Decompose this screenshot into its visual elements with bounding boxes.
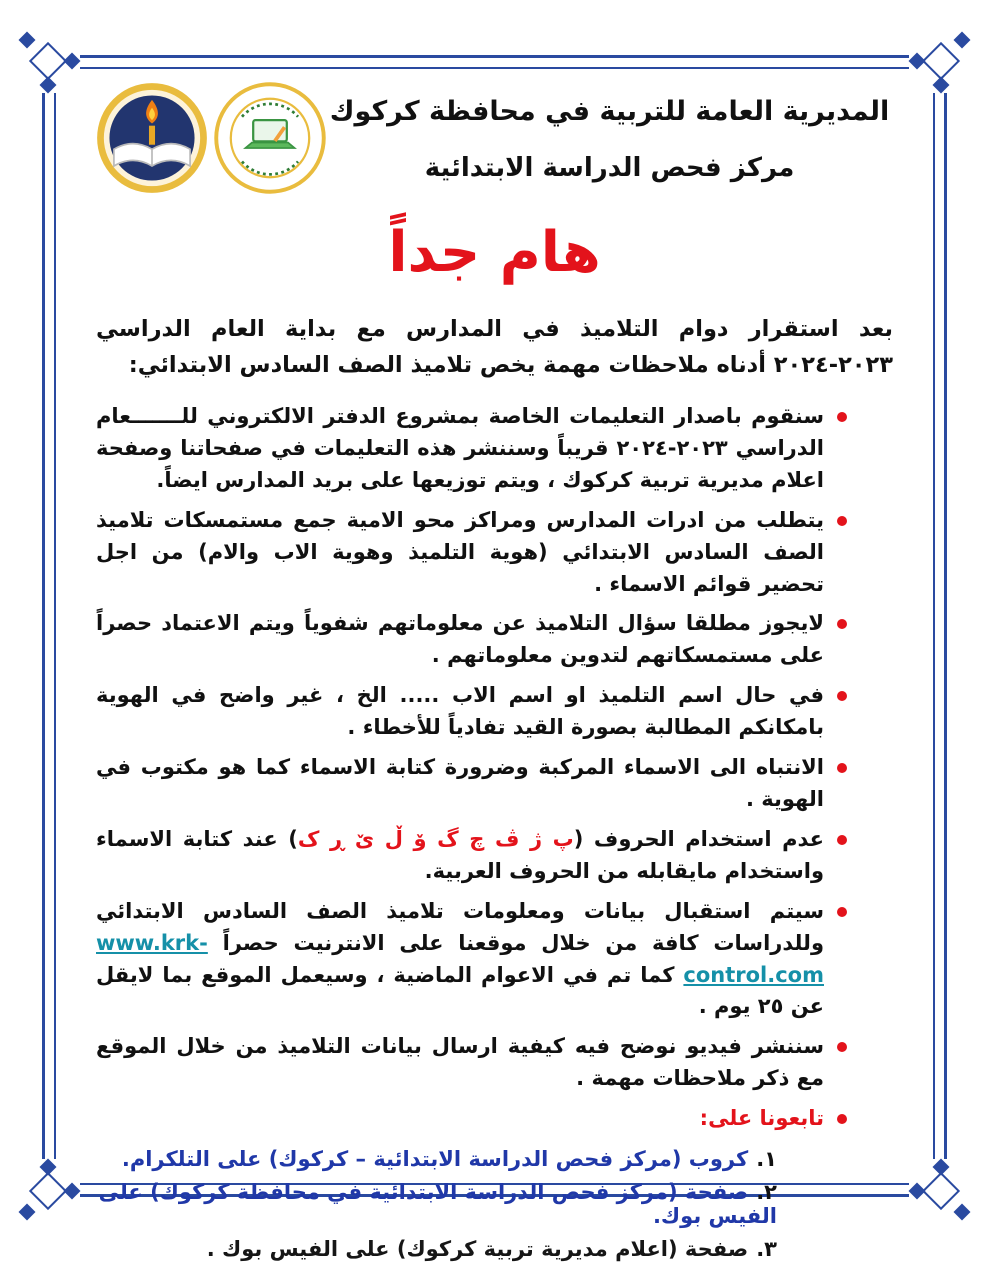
note-text-part: كما تم في الاعوام الماضية ، وسيعمل الموقع بما لايقل عن ٢٥ يوم . — [96, 962, 824, 1019]
note-text — [96, 824, 824, 888]
org-titles — [326, 82, 893, 183]
list-item — [96, 1031, 847, 1095]
follow-channels-list — [96, 1143, 893, 1261]
item-number: ٣. — [756, 1237, 777, 1262]
notes-list — [96, 401, 893, 1135]
logo-group — [96, 82, 326, 194]
item-text: صفحة (اعلام مديرية تربية كركوك) على الفيس بوك . — [206, 1237, 749, 1262]
bullet-icon — [837, 907, 847, 917]
bullet-icon — [837, 691, 847, 701]
website-link[interactable]: www.krk-control.com — [96, 930, 824, 987]
list-item — [96, 401, 847, 497]
follow-item-telegram — [96, 1147, 777, 1171]
follow-us-label-item — [96, 1103, 847, 1135]
follow-us-label: تابعونا على: — [699, 1106, 824, 1131]
bullet-icon — [837, 1114, 847, 1124]
list-item — [96, 824, 847, 888]
note-text: في حال اسم التلميذ او اسم الاب ..... الخ ، غير واضح في الهوية بامكانكم المطالبة بصورة القيد تفادياً للأخطاء . — [96, 683, 824, 740]
page-title: هام جداً — [388, 220, 601, 285]
org-title-line2: مركز فحص الدراسة الابتدائية — [424, 153, 795, 183]
note-text — [96, 896, 824, 1024]
item-text: كروب (مركز فحص الدراسة الابتدائية – كركوك) على التلكرام. — [121, 1147, 749, 1172]
note-text: يتطلب من ادرات المدارس ومراكز محو الامية جمع مستمسكات تلاميذ الصف السادس الابتدائي (هوية التلميذ وهوية الاب والام) من اجل تحضير قوائم الاسماء . — [96, 507, 824, 596]
bullet-icon — [837, 619, 847, 629]
item-number: ١. — [756, 1147, 777, 1172]
note-text-part: ) عند كتابة الاسماء واستخدام مايقابله من الحروف العربية. — [96, 826, 824, 883]
ministry-education-logo-icon — [96, 82, 208, 194]
note-text: سننشر فيديو نوضح فيه كيفية ارسال بيانات التلاميذ من خلال الموقع مع ذكر ملاحظات مهمة . — [96, 1034, 824, 1091]
list-item — [96, 752, 847, 816]
note-text: الانتباه الى الاسماء المركبة وضرورة كتابة الاسماء كما هو مكتوب في الهوية . — [96, 755, 824, 811]
follow-item-facebook-directorate — [96, 1237, 777, 1261]
item-text: صفحة (مركز فحص الدراسة الابتدائية في محافظة كركوك) على الفيس بوك. — [98, 1180, 777, 1229]
bullet-icon — [837, 412, 847, 422]
bullet-icon — [837, 763, 847, 773]
note-text: سنقوم باصدار التعليمات الخاصة بمشروع الدفتر الالكتروني للـــــــعام الدراسي ٢٠٢٣-٢٠٢٤ قريباً وسننشر هذه التعليمات في صفحاتنا وصفحة اعلام مديرية تربية كركوك ، ويتم توزيعها على بريد المدارس ايضاً. — [96, 404, 824, 492]
intro-paragraph: بعد استقرار دوام التلاميذ في المدارس مع بداية العام الدراسي ٢٠٢٣-٢٠٢٤ أدناه ملاحظات مهمة يخص تلاميذ الصف السادس الابتدائي: — [96, 316, 893, 378]
bullet-icon — [837, 516, 847, 526]
item-number: ٢. — [756, 1180, 777, 1205]
bullet-icon — [837, 1042, 847, 1052]
list-item — [96, 505, 847, 601]
note-text-part: عدم استخدام الحروف ( — [573, 826, 824, 851]
follow-item-facebook-center — [96, 1180, 777, 1228]
kurdish-letters: پ ژ ڤ چ گ ۆ ڵ ێ ڕ ک — [297, 826, 574, 851]
note-text-part: سيتم استقبال بيانات ومعلومات تلاميذ الصف السادس الابتدائي وللدراسات كافة من خلال موقعنا على الانترنيت حصراً — [96, 898, 824, 955]
list-item — [96, 896, 847, 1024]
bullet-icon — [837, 835, 847, 845]
exam-center-logo-icon — [214, 82, 326, 194]
note-text: لايجوز مطلقا سؤال التلاميذ عن معلوماتهم شفوياً ويتم الاعتماد حصراً على مستمسكاتهم لتدوين معلوماتهم . — [96, 611, 824, 668]
org-title-line1: المديرية العامة للتربية في محافظة كركوك — [329, 96, 890, 127]
list-item — [96, 608, 847, 672]
document-header — [96, 82, 893, 194]
list-item — [96, 680, 847, 744]
